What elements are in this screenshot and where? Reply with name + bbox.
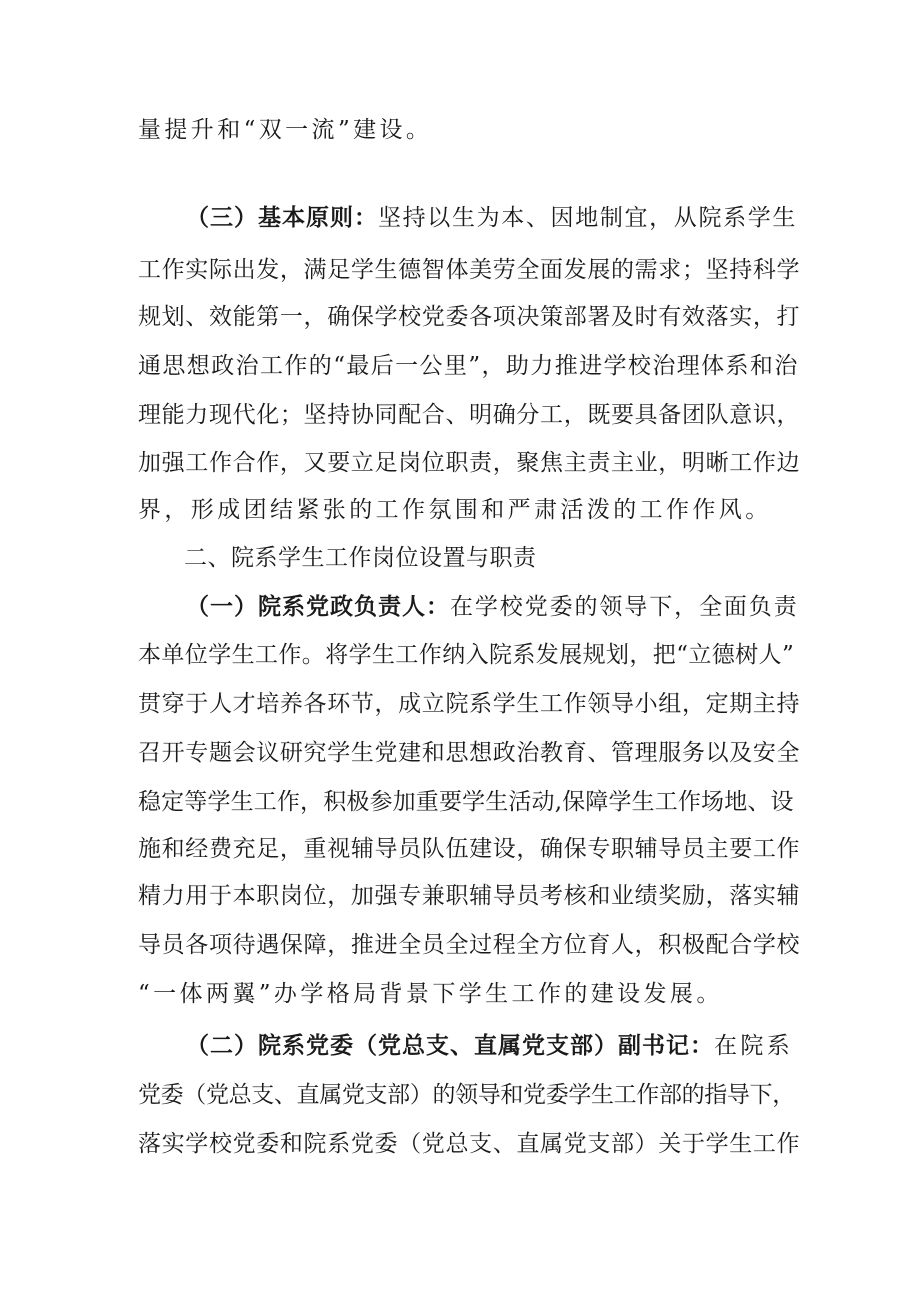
paragraph-line: 落实学校党委和院系党委（党总支、直属党支部）关于学生工作	[138, 1131, 801, 1157]
paragraph-line: 精力用于本职岗位，加强专兼职辅导员考核和业绩奖励，落实辅	[138, 883, 801, 909]
paragraph-text: 在院系	[714, 1033, 794, 1059]
paragraph-line: “一体两翼”办学格局背景下学生工作的建设发展。	[138, 981, 723, 1007]
paragraph-text: 坚持以生为本、因地制宜，从院系学生	[378, 205, 798, 231]
paragraph-line: 量提升和“双一流”建设。	[138, 117, 433, 143]
paragraph-text: 在学校党委的领导下，全面负责	[450, 594, 799, 620]
basic-principles-label: （三）基本原则：	[186, 205, 378, 231]
paragraph-line: 本单位学生工作。将学生工作纳入院系发展规划，把“立德树人”	[138, 642, 795, 668]
section-heading: 二、院系学生工作岗位设置与职责	[184, 545, 537, 571]
paragraph-line: 工作实际出发，满足学生德智体美劳全面发展的需求；坚持科学	[138, 257, 801, 283]
paragraph-line: 施和经费充足，重视辅导员队伍建设，确保专职辅导员主要工作	[138, 836, 801, 862]
paragraph-line: 界，形成团结紧张的工作氛围和严肃活泼的工作作风。	[138, 497, 772, 523]
paragraph-line	[186, 203, 797, 233]
paragraph-line	[186, 592, 799, 622]
paragraph-line: 加强工作合作，又要立足岗位职责，聚焦主责主业，明晰工作边	[138, 450, 801, 476]
paragraph-line: 党委（党总支、直属党支部）的领导和党委学生工作部的指导下，	[138, 1082, 795, 1108]
paragraph-line: 导员各项待遇保障，推进全员全过程全方位育人，积极配合学校	[138, 932, 801, 958]
paragraph-line: 通思想政治工作的“最后一公里”，助力推进学校治理体系和治	[138, 353, 799, 379]
paragraph-line: 理能力现代化；坚持协同配合、明确分工，既要具备团队意识，	[138, 402, 801, 428]
paragraph-line: 稳定等学生工作，积极参加重要学生活动,保障学生工作场地、设	[138, 789, 794, 815]
party-leader-label: （一）院系党政负责人：	[186, 594, 450, 620]
paragraph-line: 贯穿于人才培养各环节，成立院系学生工作领导小组，定期主持	[138, 691, 801, 717]
deputy-secretary-label: （二）院系党委（党总支、直属党支部）副书记：	[186, 1033, 714, 1059]
paragraph-line: 规划、效能第一，确保学校党委各项决策部署及时有效落实，打	[138, 304, 801, 330]
paragraph-line	[186, 1031, 793, 1061]
paragraph-line: 召开专题会议研究学生党建和思想政治教育、管理服务以及安全	[138, 740, 801, 766]
